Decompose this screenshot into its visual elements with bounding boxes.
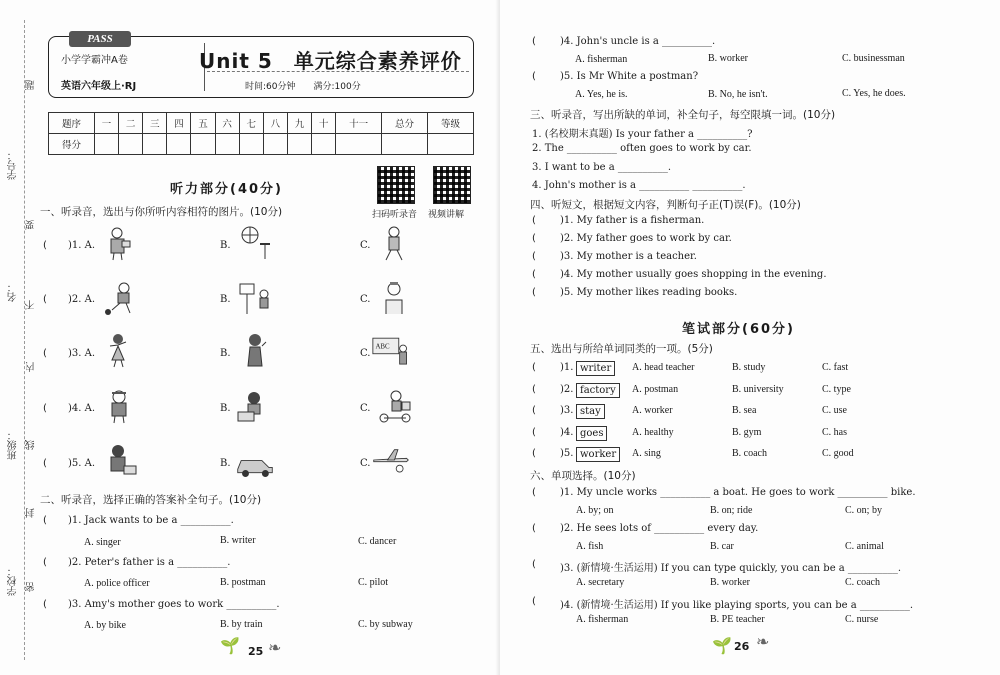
svg-text:ABC: ABC (375, 343, 390, 351)
score-cell: 五 (191, 113, 215, 134)
question-text: )2. Peter's father is a __________. (68, 557, 231, 568)
score-input-cell[interactable] (263, 134, 287, 155)
option-b: B. writer (220, 535, 256, 546)
score-input-cell[interactable] (287, 134, 311, 155)
tree-ornament-icon: 🌱 (220, 636, 240, 655)
side-label-yao: 要 (26, 220, 37, 230)
given-word: worker (576, 447, 620, 462)
question-number: )1. A. (68, 240, 96, 251)
answer-paren[interactable]: ( (532, 269, 536, 280)
option-a: A. worker (632, 405, 673, 416)
answer-paren[interactable]: ( (43, 240, 47, 251)
soccer-player-icon (100, 280, 138, 316)
option-a: A. postman (632, 384, 679, 395)
answer-paren[interactable]: ( (532, 487, 536, 498)
side-label-ti: 题 (26, 80, 37, 90)
option-a: A. secretary (576, 577, 625, 588)
score-input-cell[interactable] (428, 134, 474, 155)
score-input-cell[interactable] (167, 134, 191, 155)
question-number: )3. A. (68, 348, 96, 359)
option-b: B. No, he isn't. (708, 89, 768, 100)
question-text: )3. Amy's mother goes to work __________. (68, 599, 280, 610)
option-c-label: C. (360, 403, 371, 414)
fill-in-sentence[interactable]: 3. I want to be a __________. (532, 162, 672, 173)
businessman-phone-icon (100, 442, 138, 478)
delivery-scooter-icon (376, 388, 414, 424)
car-icon (236, 446, 274, 482)
answer-paren[interactable]: ( (532, 71, 536, 82)
question-number: )4. (560, 427, 574, 438)
singer-icon (236, 332, 274, 368)
option-b: B. worker (710, 577, 750, 588)
option-c: C. on; by (845, 505, 882, 516)
answer-paren[interactable]: ( (532, 427, 536, 438)
side-label-bu: 不 (26, 300, 37, 310)
score-input-cell[interactable] (191, 134, 215, 155)
option-a: A. fisherman (576, 614, 629, 625)
question-text: )1. My uncle works __________ a boat. He goes to work __________ bike. (560, 487, 916, 498)
score-input-cell[interactable] (94, 134, 118, 155)
qr-label-video: 视频讲解 (428, 210, 465, 220)
question-text: )1. Jack wants to be a __________. (68, 515, 234, 526)
option-c: C. has (822, 427, 847, 438)
score-input-cell[interactable] (312, 134, 336, 155)
option-b-label: B. (220, 294, 231, 305)
question-number: )1. (560, 362, 574, 373)
statement-text: )1. My father is a fisherman. (560, 215, 705, 226)
binding-line (24, 20, 25, 660)
option-a: A. singer (84, 537, 121, 548)
option-b: B. worker (708, 53, 748, 64)
teacher-blackboard-icon (372, 334, 410, 370)
header-rule (207, 71, 469, 72)
option-c-label: C. (360, 458, 371, 469)
right-page (500, 0, 1000, 675)
answer-paren[interactable]: ( (532, 523, 536, 534)
option-c: C. nurse (845, 614, 879, 625)
option-c: C. good (822, 448, 854, 459)
answer-paren[interactable]: ( (532, 596, 536, 607)
option-b: B. coach (732, 448, 767, 459)
option-c: C. type (822, 384, 851, 395)
question-number: )3. (560, 405, 574, 416)
side-label-name: 名： (8, 282, 19, 302)
score-cell: 十一 (336, 113, 382, 134)
option-b: B. study (732, 362, 766, 373)
option-b-label: B. (220, 458, 231, 469)
score-cell: 等级 (428, 113, 474, 134)
basketball-player-icon (236, 225, 274, 261)
score-cell: 十 (312, 113, 336, 134)
side-label-school: 学校： (8, 566, 19, 596)
part6-heading: 六、单项选择。(10分) (530, 470, 636, 482)
question-number: )5. A. (68, 458, 96, 469)
option-c: C. fast (822, 362, 849, 373)
option-c: C. animal (845, 541, 884, 552)
score-table-score-row (49, 134, 474, 155)
statement-text: )5. My mother likes reading books. (560, 287, 738, 298)
score-cell: 总分 (382, 113, 428, 134)
option-c: C. businessman (842, 53, 905, 64)
doctor-icon (376, 280, 414, 316)
answer-paren[interactable]: ( (532, 233, 536, 244)
header-box (48, 33, 474, 98)
page-number-right: 26 (734, 640, 750, 653)
answer-paren[interactable]: ( (43, 403, 47, 414)
option-a: A. police officer (84, 578, 150, 589)
score-input-cell[interactable] (239, 134, 263, 155)
option-c: C. by subway (358, 619, 413, 630)
question-number: )5. (560, 448, 574, 459)
option-a: A. by bike (84, 620, 126, 631)
question-number: )2. A. (68, 294, 96, 305)
man-with-book-icon (100, 225, 138, 261)
option-c-label: C. (360, 294, 371, 305)
answer-paren[interactable]: ( (532, 215, 536, 226)
option-b: B. sea (732, 405, 757, 416)
option-b: B. PE teacher (710, 614, 765, 625)
series-name: 小学学霸冲A卷 (61, 55, 128, 66)
score-cell: 四 (167, 113, 191, 134)
part2-heading: 二、听录音，选择正确的答案补全句子。(10分) (40, 494, 262, 506)
option-c: C. coach (845, 577, 880, 588)
qr-code-icon[interactable] (377, 166, 415, 204)
option-b: B. gym (732, 427, 762, 438)
sprout-ornament-icon: ❧ (756, 632, 770, 651)
side-label-xian: 线 (26, 440, 37, 450)
option-a: A. Yes, he is. (575, 89, 628, 100)
score-cell: 二 (119, 113, 143, 134)
answer-paren[interactable]: ( (532, 559, 536, 570)
unit-title: Unit 5 单元综合素养评价 (199, 49, 462, 73)
pass-badge: PASS (69, 31, 131, 47)
score-input-cell[interactable] (143, 134, 167, 155)
answer-paren[interactable]: ( (43, 294, 47, 305)
airplane-pilot-icon (372, 442, 410, 478)
option-c: C. pilot (358, 577, 389, 588)
score-cell: 题序 (49, 113, 95, 134)
option-b: B. university (732, 384, 784, 395)
score-cell: 八 (263, 113, 287, 134)
question-number: )2. (560, 384, 574, 395)
answer-paren[interactable]: ( (43, 458, 47, 469)
option-a: A. healthy (632, 427, 674, 438)
person-walking-icon (376, 225, 414, 261)
side-label-mi: 密 (26, 582, 37, 592)
option-c: C. Yes, he does. (842, 88, 906, 99)
answer-paren[interactable]: ( (532, 251, 536, 262)
option-c-label: C. (360, 348, 371, 359)
score-cell: 三 (143, 113, 167, 134)
question-text: )5. Is Mr White a postman? (560, 71, 699, 82)
score-input-cell[interactable] (336, 134, 382, 155)
option-b-label: B. (220, 240, 231, 251)
part4-heading: 四、听短文，根据短文内容，判断句子正(T)误(F)。(10分) (530, 199, 801, 211)
score-cell: 一 (94, 113, 118, 134)
statement-text: )2. My father goes to work by car. (560, 233, 732, 244)
side-label-nei: 内 (26, 362, 37, 372)
answer-paren[interactable]: ( (532, 405, 536, 416)
score-row-label: 得分 (49, 134, 95, 155)
option-b-label: B. (220, 348, 231, 359)
question-text: )4. John's uncle is a __________. (560, 36, 716, 47)
option-b: B. postman (220, 577, 266, 588)
part5-heading: 五、选出与所给单词同类的一项。(5分) (530, 343, 713, 355)
option-a: A. fish (576, 541, 604, 552)
option-b-label: B. (220, 403, 231, 414)
option-b: B. car (710, 541, 734, 552)
grade-label: 英语六年级上·RJ (61, 81, 137, 92)
question-text: )4. (新情境·生活运用) If you like playing sports, you can be a __________. (560, 600, 914, 611)
score-table-header-row (49, 113, 474, 134)
part3-heading: 三、听录音，写出所缺的单词，补全句子，每空限填一词。(10分) (530, 109, 836, 121)
answer-paren[interactable]: ( (532, 448, 536, 459)
qr-code-icon[interactable] (433, 166, 471, 204)
score-input-cell[interactable] (382, 134, 428, 155)
statement-text: )4. My mother usually goes shopping in the evening. (560, 269, 827, 280)
side-label-feng: 封 (26, 508, 37, 518)
option-b: B. on; ride (710, 505, 753, 516)
answer-paren[interactable]: ( (532, 384, 536, 395)
score-input-cell[interactable] (119, 134, 143, 155)
side-label-student-id: 学号： (8, 150, 19, 180)
fill-in-sentence[interactable]: 2. The __________ often goes to work by car. (532, 143, 752, 154)
option-a: A. head teacher (632, 362, 695, 373)
side-label-class: 班级： (8, 430, 19, 460)
option-a: A. by; on (576, 505, 614, 516)
score-table (48, 112, 474, 155)
statement-text: )3. My mother is a teacher. (560, 251, 697, 262)
answer-paren[interactable]: ( (43, 515, 47, 526)
sprout-ornament-icon: ❧ (268, 638, 282, 657)
option-c-label: C. (360, 240, 371, 251)
option-b: B. by train (220, 619, 263, 630)
score-cell: 七 (239, 113, 263, 134)
given-word: factory (576, 383, 620, 398)
time-info: 时间:60分钟 满分:100分 (245, 82, 361, 92)
score-input-cell[interactable] (215, 134, 239, 155)
tree-ornament-icon: 🌱 (712, 636, 732, 655)
answer-paren[interactable]: ( (532, 287, 536, 298)
answer-paren[interactable]: ( (532, 362, 536, 373)
page-number-left: 25 (248, 645, 264, 658)
qr-label-listen: 扫码听录音 (372, 210, 418, 220)
answer-paren[interactable]: ( (43, 348, 47, 359)
option-a: A. sing (632, 448, 661, 459)
question-number: )4. A. (68, 403, 96, 414)
option-a: A. fisherman (575, 54, 628, 65)
option-c: C. use (822, 405, 847, 416)
person-at-computer-icon (234, 388, 272, 424)
fill-in-sentence[interactable]: 4. John's mother is a __________ __________. (532, 180, 746, 191)
answer-paren[interactable]: ( (43, 599, 47, 610)
part1-heading: 一、听录音，选出与你所听内容相符的图片。(10分) (40, 206, 283, 218)
given-word: writer (576, 361, 615, 376)
fill-in-sentence[interactable]: 1. (名校期末真题) Is your father a __________? (532, 129, 753, 140)
worker-icon (100, 388, 138, 424)
given-word: goes (576, 426, 607, 441)
basketball-hoop-icon (236, 280, 274, 316)
answer-paren[interactable]: ( (532, 36, 536, 47)
question-text: )3. (新情境·生活运用) If you can type quickly, you can be a __________. (560, 563, 902, 574)
question-text: )2. He sees lots of __________ every day. (560, 523, 759, 534)
dancer-icon (100, 332, 138, 368)
written-section-title: 笔试部分(60分) (682, 322, 795, 337)
given-word: stay (576, 404, 605, 419)
score-cell: 九 (287, 113, 311, 134)
answer-paren[interactable]: ( (43, 557, 47, 568)
option-c: C. dancer (358, 536, 397, 547)
score-cell: 六 (215, 113, 239, 134)
listening-section-title: 听力部分(40分) (170, 182, 283, 197)
